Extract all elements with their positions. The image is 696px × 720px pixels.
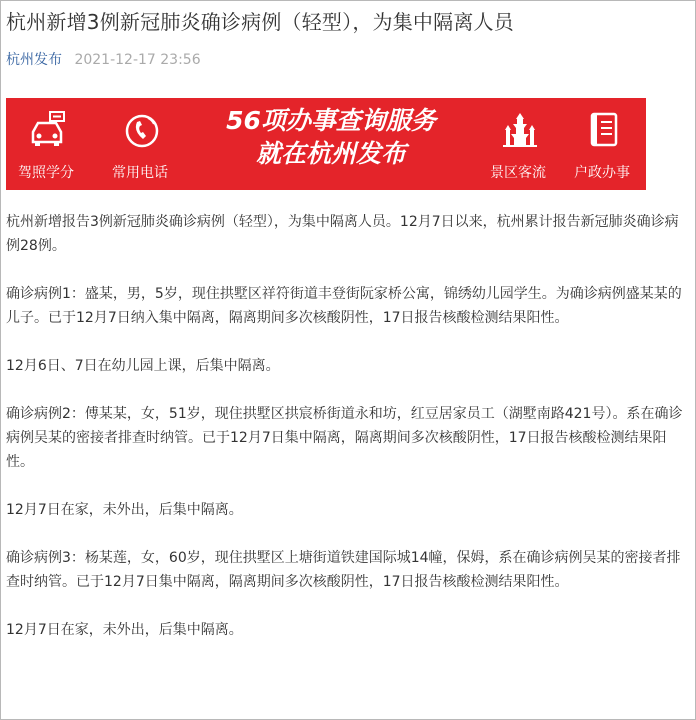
slogan-line-1: 56项办事查询服务 [226,106,436,135]
paragraph-case-2: 确诊病例2：傅某某，女，51岁，现住拱墅区拱宸桥街道永和坊，红豆居家员工（湖墅南路421号）。系在确诊病例吴某的密接者排查时纳管。已于12月7日集中隔离，隔离期间多次核酸阴性，17日报告核酸检测结果阳性。 [6,406,683,470]
banner-item-phone[interactable] [100,98,180,190]
paragraph-case-3: 确诊病例3：杨某莲，女，60岁，现住拱墅区上塘街道铁建国际城14幢，保姆，系在确诊病例吴某的密接者排查时纳管。已于12月7日集中隔离，隔离期间多次核酸阴性，17日报告核酸检测结果阳性。 [6,550,681,590]
paragraph-case-1-trace: 12月6日、7日在幼儿园上课，后集中隔离。 [6,358,280,374]
pagoda-icon [500,110,540,150]
slogan-line-2: 就在杭州发布 [255,139,406,168]
banner-slogan [196,104,466,170]
booklet-icon [584,110,624,150]
phone-icon [122,110,162,150]
banner-item-label: 常用电话 [112,165,168,181]
banner-item-label: 驾照学分 [18,165,74,181]
banner-item-household-affairs[interactable] [562,98,642,190]
paragraph-intro: 杭州新增报告3例新冠肺炎确诊病例（轻型），为集中隔离人员。12月7日以来，杭州累计报告新冠肺炎确诊病例28例。 [6,214,679,254]
banner-item-label: 景区客流 [490,165,546,181]
banner-item-scenic-traffic[interactable] [478,98,558,190]
publish-date: 2021-12-17 23:56 [74,52,201,68]
paragraph-case-2-trace: 12月7日在家，未外出，后集中隔离。 [6,502,243,518]
paragraph-case-1: 确诊病例1：盛某，男，5岁，现住拱墅区祥符街道丰登街阮家桥公寓，锦绣幼儿园学生。为确诊病例盛某某的儿子。已于12月7日纳入集中隔离，隔离期间多次核酸阴性，17日报告核酸检测结果阳性。 [6,286,682,326]
service-banner[interactable] [6,98,646,190]
paragraph-case-3-trace: 12月7日在家，未外出，后集中隔离。 [6,622,243,638]
banner-item-label: 户政办事 [574,165,630,181]
article-meta [6,49,201,69]
source-link[interactable]: 杭州发布 [6,52,62,68]
car-icon [28,110,68,150]
banner-item-license-points[interactable] [6,98,86,190]
article-title: 杭州新增3例新冠肺炎确诊病例（轻型），为集中隔离人员 [6,10,514,34]
article-body [6,210,690,666]
